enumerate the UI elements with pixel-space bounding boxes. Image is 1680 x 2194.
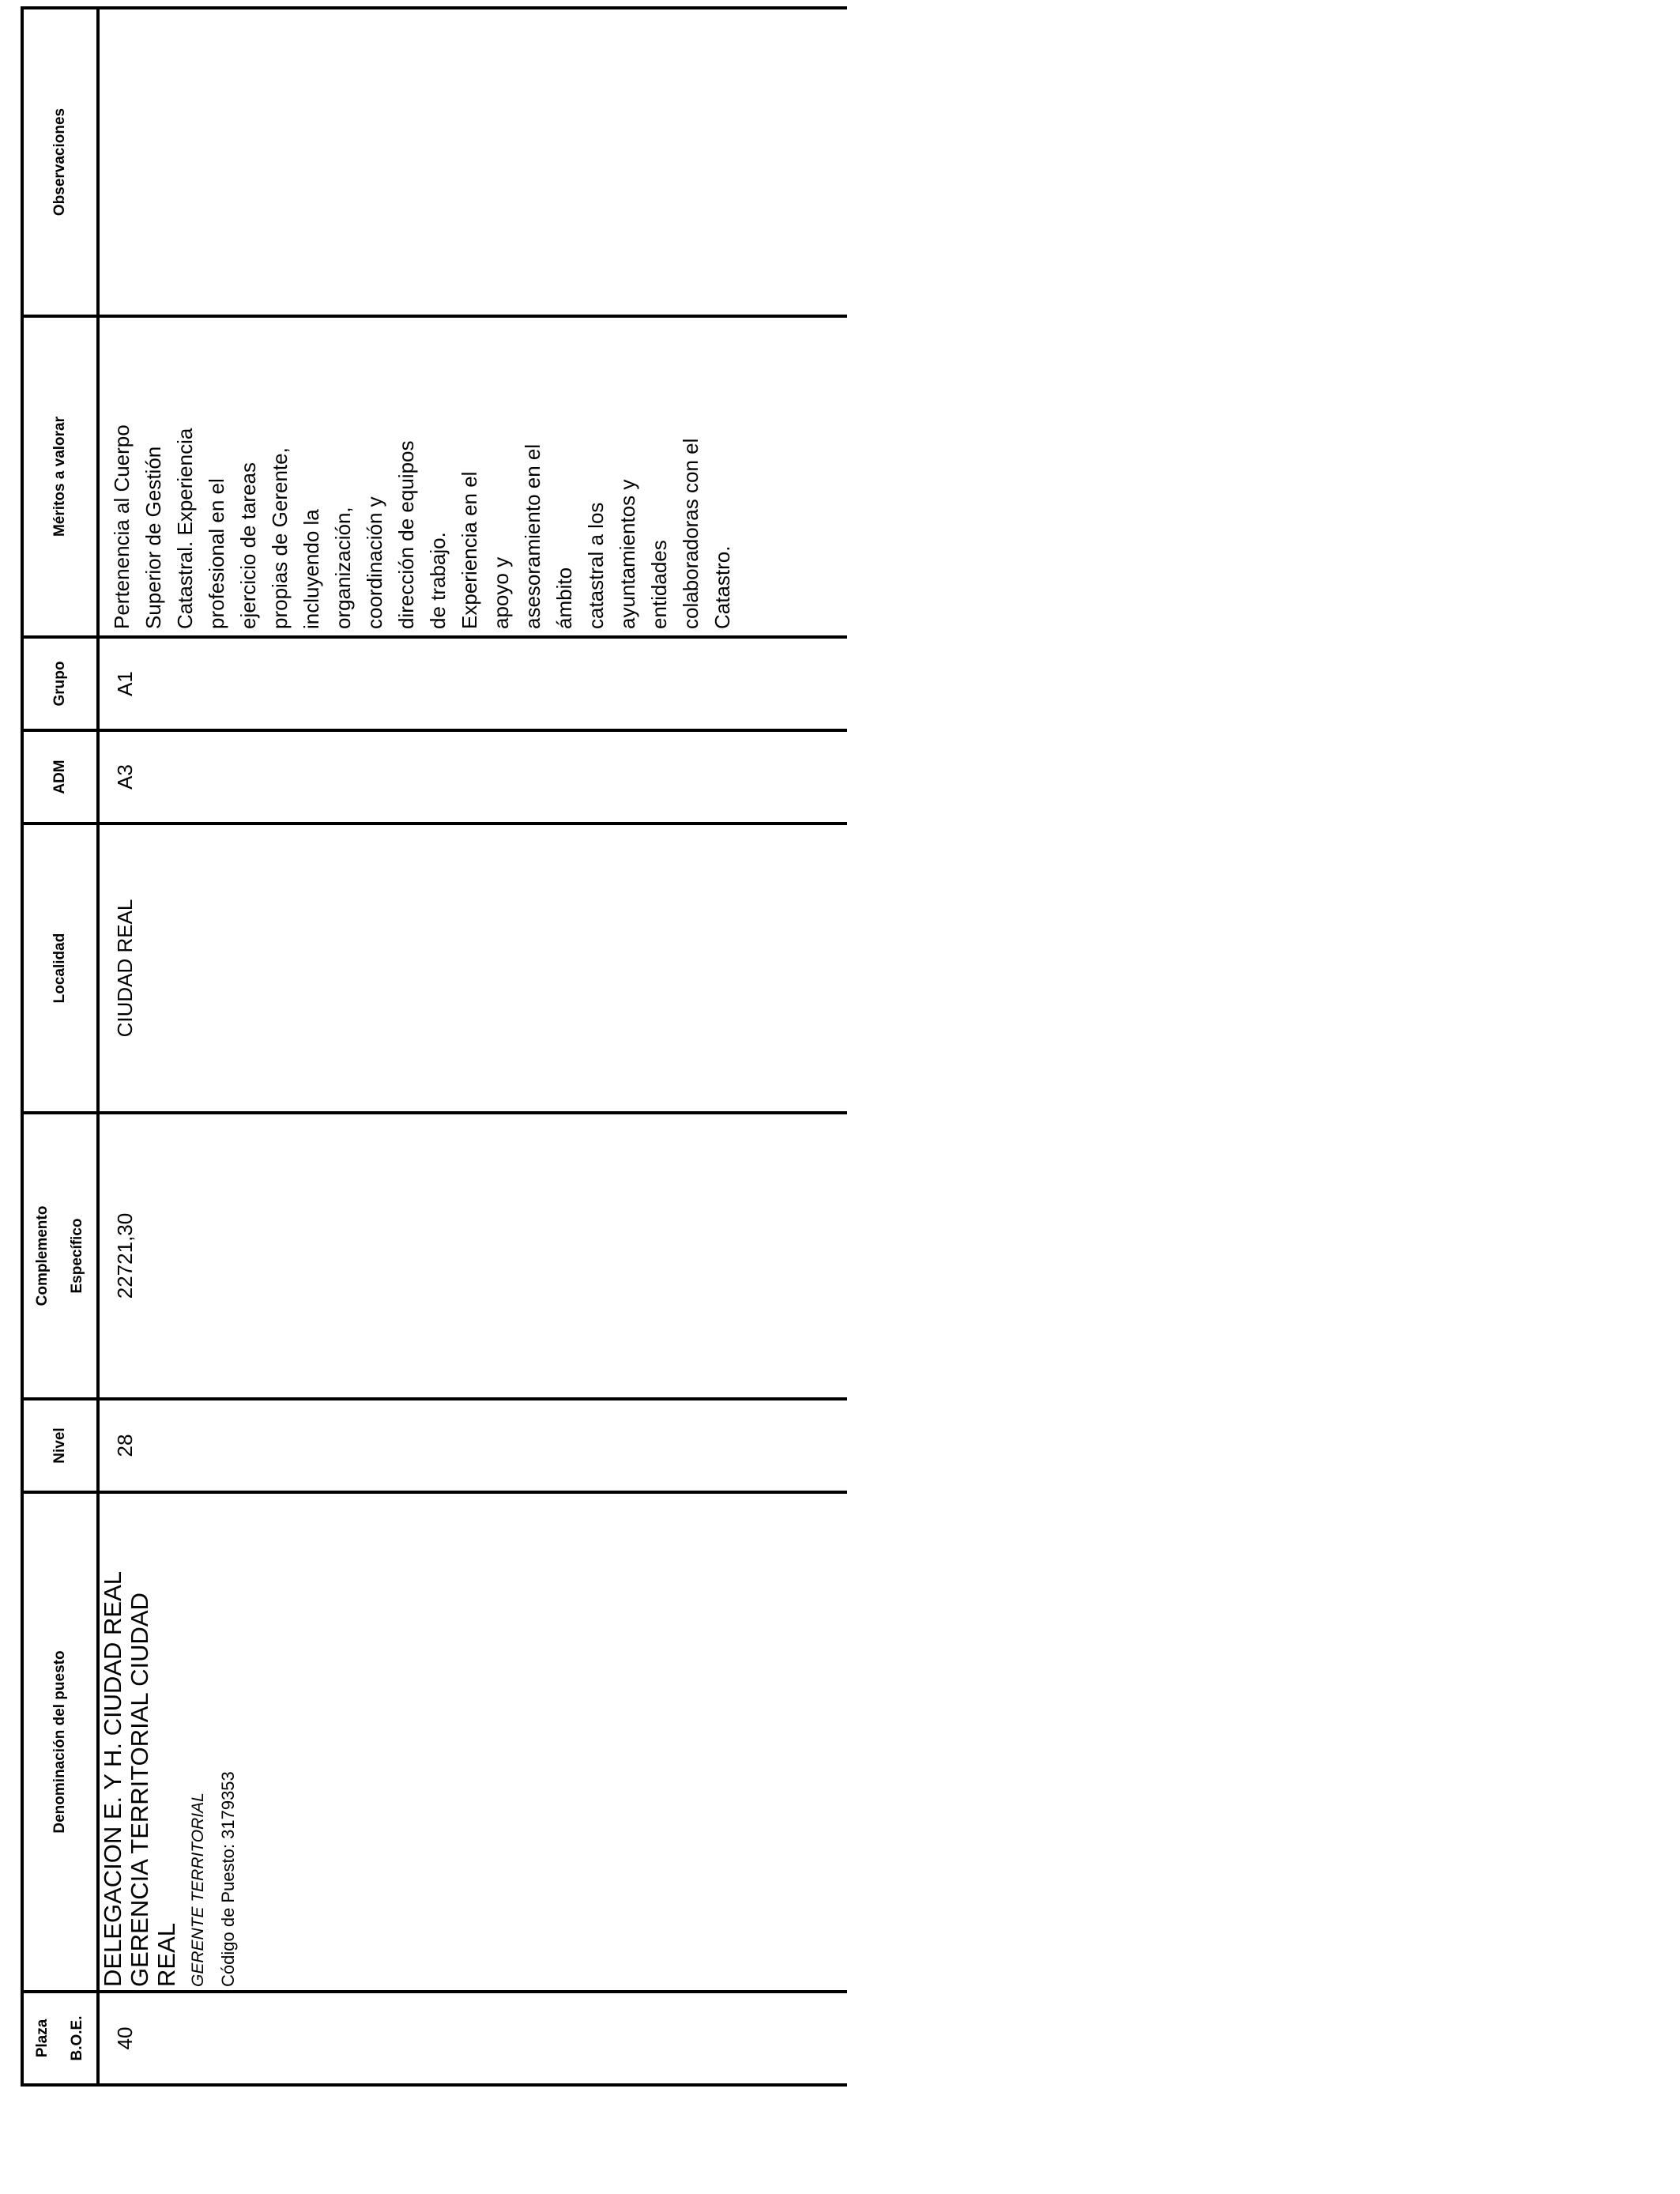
header-row <box>22 8 98 2085</box>
merit-line: Pertenencia al Cuerpo <box>110 424 134 629</box>
cell-adm: A3 <box>98 730 847 824</box>
header-adm: ADM <box>22 730 98 824</box>
unit-line-3: REAL <box>153 1923 180 1987</box>
merit-line: propias de Gerente, <box>268 447 292 629</box>
header-plaza-line2: B.O.E. <box>69 2015 85 2061</box>
merit-line: colaboradoras con el <box>679 438 703 629</box>
header-grupo: Grupo <box>22 637 98 730</box>
merit-line: Experiencia en el <box>458 471 481 629</box>
header-plaza-line1: Plaza <box>34 2019 51 2058</box>
cell-meritos <box>98 316 847 637</box>
merit-line: ayuntamientos y <box>616 479 639 629</box>
cell-grupo: A1 <box>98 637 847 730</box>
cell-observaciones <box>98 8 847 316</box>
header-meritos: Méritos a valorar <box>22 316 98 637</box>
merit-line: Superior de Gestión <box>141 446 165 629</box>
job-code: Código de Puesto: 3179353 <box>218 1771 238 1987</box>
merit-line: apoyo y <box>489 556 513 629</box>
cell-complemento: 22721,30 <box>98 1113 847 1399</box>
merit-line: incluyendo la <box>299 509 323 629</box>
cell-plaza: 40 <box>98 1992 847 2085</box>
merit-line: ámbito <box>552 567 576 629</box>
header-complemento <box>22 1113 98 1399</box>
cell-nivel: 28 <box>98 1399 847 1492</box>
merit-line: Catastral. Experiencia <box>173 428 197 629</box>
merit-line: Catastro. <box>710 545 734 629</box>
table-row <box>98 8 847 2085</box>
merit-line: ejercicio de tareas <box>236 462 260 629</box>
unit-line-2: GERENCIA TERRITORIAL CIUDAD <box>126 1593 153 1987</box>
merit-line: de trabajo. <box>426 532 450 629</box>
job-title: GERENTE TERRITORIAL <box>189 1793 207 1987</box>
merit-line: catastral a los <box>584 502 608 629</box>
merit-line: dirección de equipos <box>394 440 418 629</box>
cell-localidad: CIUDAD REAL <box>98 824 847 1113</box>
unit-line-1: DELEGACION E. Y H. CIUDAD REAL <box>99 1570 126 1987</box>
rotated-table-container <box>21 9 847 2087</box>
header-complemento-line2: Específico <box>69 1218 85 1294</box>
merit-line: coordinación y <box>363 496 386 629</box>
job-table <box>21 6 847 2087</box>
header-plaza <box>22 1992 98 2085</box>
header-denominacion: Denominación del puesto <box>22 1492 98 1992</box>
cell-denominacion <box>98 1492 847 1992</box>
merit-line: entidades <box>647 540 671 629</box>
header-nivel: Nivel <box>22 1399 98 1492</box>
merit-line: profesional en el <box>205 478 228 629</box>
merit-line: asesoramiento en el <box>521 443 544 629</box>
header-localidad: Localidad <box>22 824 98 1113</box>
header-observaciones: Observaciones <box>22 8 98 316</box>
merit-line: organización, <box>331 507 355 629</box>
header-complemento-line1: Complemento <box>34 1205 51 1306</box>
